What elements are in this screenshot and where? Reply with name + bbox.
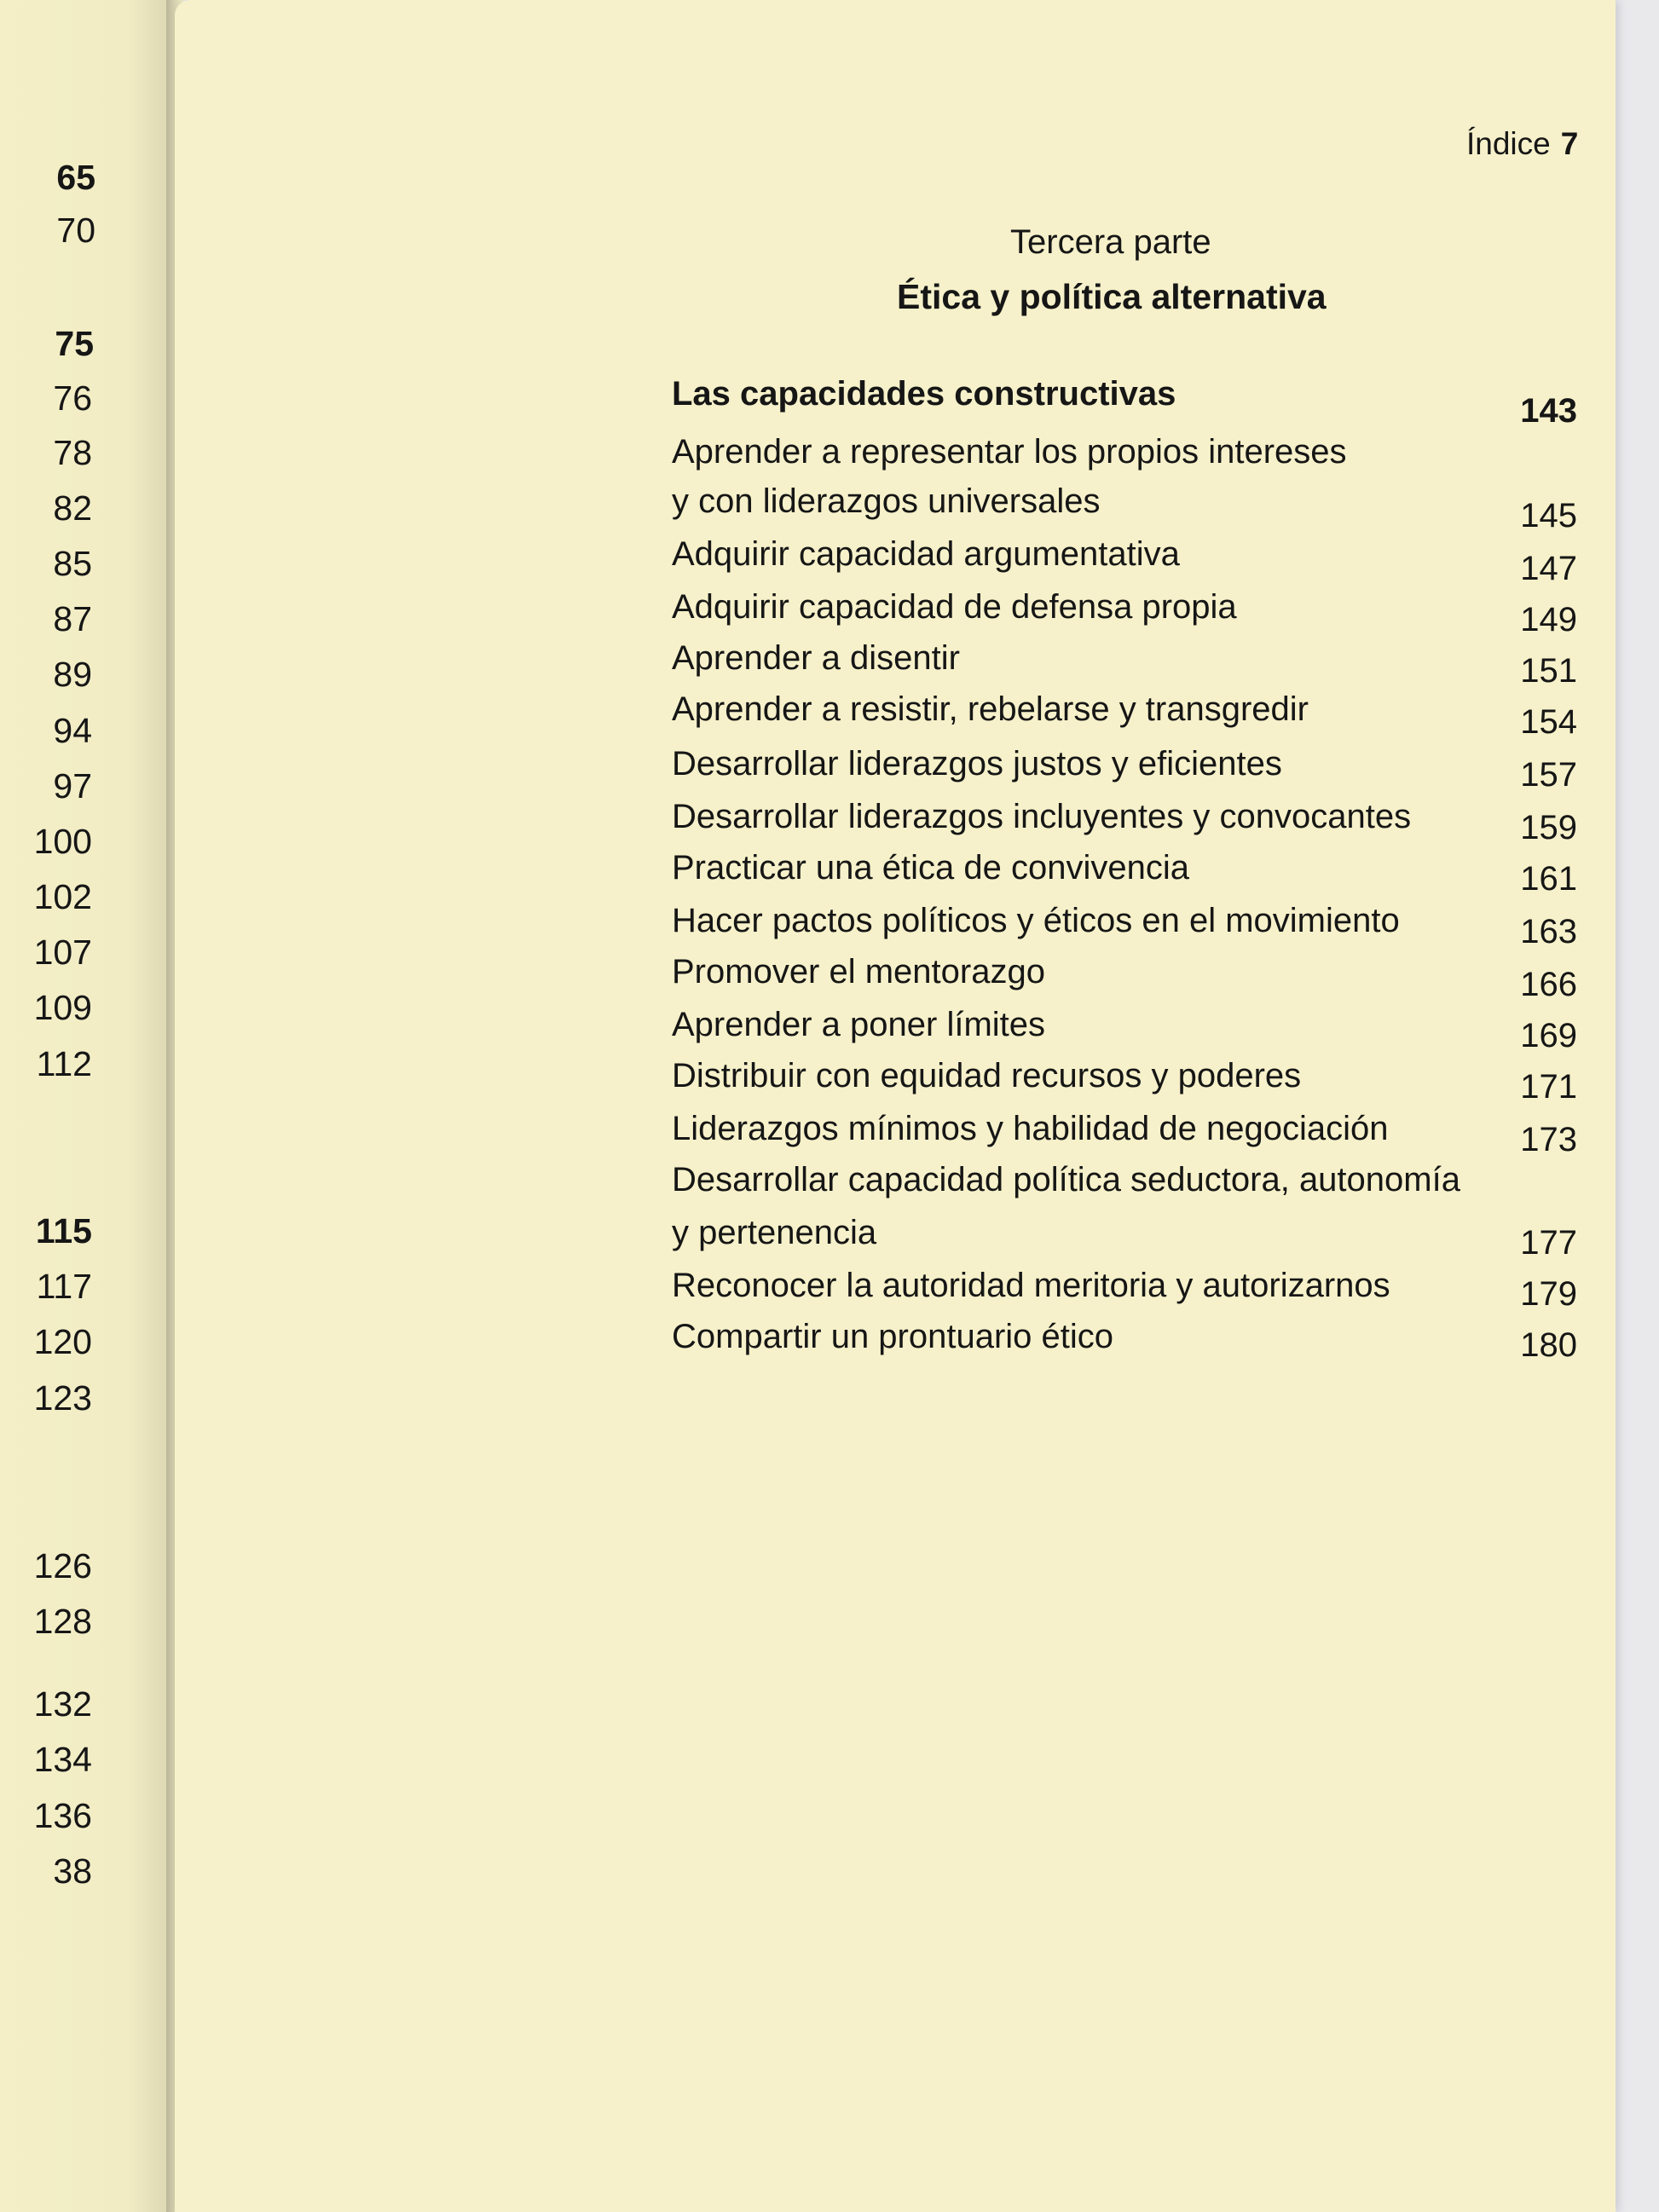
left-page-number: 102 — [33, 877, 92, 916]
left-page-number: 97 — [53, 766, 92, 806]
toc-entry — [672, 1267, 1577, 1313]
left-page-number: 65 — [56, 158, 95, 197]
toc-entry — [672, 953, 1577, 1003]
toc-entry-title: Desarrollar liderazgos justos y eficientes — [672, 745, 1282, 783]
left-page-number: 123 — [33, 1378, 92, 1418]
toc-entry — [672, 1057, 1577, 1106]
toc-entry — [672, 1006, 1577, 1054]
left-page-number: 120 — [33, 1322, 92, 1361]
toc-entry — [672, 690, 1577, 741]
toc-entry — [672, 798, 1577, 846]
toc-entry-title: Practicar una ética de convivencia — [672, 849, 1189, 887]
left-page-number: 76 — [53, 378, 92, 418]
left-page-number: 87 — [53, 599, 92, 638]
running-header — [1466, 126, 1578, 162]
toc-entry-title: Hacer pactos políticos y éticos en el movimiento — [672, 902, 1400, 939]
toc-entry — [672, 1110, 1577, 1158]
toc-entry-title: y con liderazgos universales — [672, 482, 1101, 520]
part-label: Tercera parte — [1010, 223, 1211, 261]
left-page — [0, 0, 171, 2212]
left-page-number: 115 — [35, 1211, 92, 1250]
toc-entry — [672, 535, 1577, 587]
left-page-number: 128 — [33, 1602, 92, 1641]
toc-entry — [672, 588, 1577, 638]
toc-entry-title: Compartir un prontuario ético — [672, 1318, 1114, 1355]
toc-entry — [672, 1318, 1577, 1364]
toc-entry-title: y pertenencia — [672, 1214, 877, 1251]
left-page-number: 109 — [33, 988, 92, 1027]
toc-entry-page: 169 — [1520, 1017, 1577, 1054]
toc-entry-title: Desarrollar liderazgos incluyentes y convocantes — [672, 798, 1412, 835]
left-page-number: 117 — [36, 1267, 92, 1306]
left-page-number: 136 — [33, 1796, 92, 1835]
toc-entry-page: 163 — [1520, 913, 1577, 950]
left-page-number: 75 — [55, 324, 94, 363]
toc-entry-page: 149 — [1520, 601, 1577, 638]
left-page-number: 89 — [53, 655, 92, 694]
toc-entry-page: 173 — [1520, 1121, 1577, 1158]
toc-entry — [672, 849, 1577, 898]
toc-entry-title: Aprender a poner límites — [672, 1006, 1046, 1043]
part-title: Ética y política alternativa — [897, 277, 1327, 316]
toc-entry — [672, 639, 1577, 690]
toc-entry-page: 179 — [1520, 1275, 1577, 1313]
toc-entry-page: 154 — [1520, 703, 1577, 741]
left-page-number: 126 — [33, 1546, 92, 1585]
toc-entry — [672, 1161, 1577, 1200]
left-page-number: 82 — [53, 488, 92, 528]
toc-entry — [672, 1214, 1577, 1262]
toc-entry-title: Liderazgos mínimos y habilidad de negociación — [672, 1110, 1389, 1147]
toc-entry-page: 166 — [1520, 966, 1577, 1003]
toc-entry — [672, 902, 1577, 950]
toc-entry-page: 145 — [1520, 497, 1577, 534]
left-page-number: 85 — [53, 544, 92, 583]
toc-entry-page: 143 — [1520, 392, 1577, 430]
toc-entry-title: Adquirir capacidad de defensa propia — [672, 588, 1237, 626]
toc-entry-title: Adquirir capacidad argumentativa — [672, 535, 1180, 573]
toc-entry — [672, 482, 1577, 534]
toc-entry-page: 177 — [1520, 1224, 1577, 1262]
left-page-number: 70 — [56, 211, 95, 250]
left-page-number: 112 — [36, 1044, 92, 1083]
toc-entry-page: 159 — [1520, 809, 1577, 846]
left-page-number: 38 — [53, 1851, 92, 1891]
toc-entry — [672, 433, 1577, 472]
left-page-number: 134 — [33, 1740, 92, 1779]
toc-entry-title: Desarrollar capacidad política seductora, autonomía — [672, 1161, 1460, 1198]
toc-entry-title: Aprender a resistir, rebelarse y transgredir — [672, 690, 1309, 728]
left-page-number: 78 — [53, 433, 92, 472]
toc-entry-page: 180 — [1520, 1326, 1577, 1364]
left-page-number: 107 — [33, 933, 92, 972]
toc-entry-page: 151 — [1520, 652, 1577, 690]
toc-entry-title: Reconocer la autoridad meritoria y autorizarnos — [672, 1267, 1390, 1304]
toc-entry-page: 171 — [1520, 1068, 1577, 1106]
toc-entry-title: Aprender a representar los propios intereses — [672, 433, 1347, 471]
toc-entry-title: Distribuir con equidad recursos y poderes — [672, 1057, 1302, 1094]
left-page-number: 94 — [53, 711, 92, 750]
toc-entry-page: 157 — [1520, 756, 1577, 794]
toc-entry-page: 147 — [1520, 550, 1577, 587]
toc-entry — [672, 375, 1577, 430]
toc-entry-page: 161 — [1520, 860, 1577, 898]
toc-entry-title: Las capacidades constructivas — [672, 375, 1176, 413]
header-label: Índice — [1466, 126, 1551, 161]
right-page — [175, 0, 1616, 2212]
toc-entry-title: Aprender a disentir — [672, 639, 960, 677]
toc-entry — [672, 745, 1577, 794]
left-page-number: 100 — [33, 822, 92, 861]
header-page-number: 7 — [1560, 126, 1579, 161]
left-page-number: 132 — [33, 1684, 92, 1724]
toc-entry-title: Promover el mentorazgo — [672, 953, 1045, 990]
